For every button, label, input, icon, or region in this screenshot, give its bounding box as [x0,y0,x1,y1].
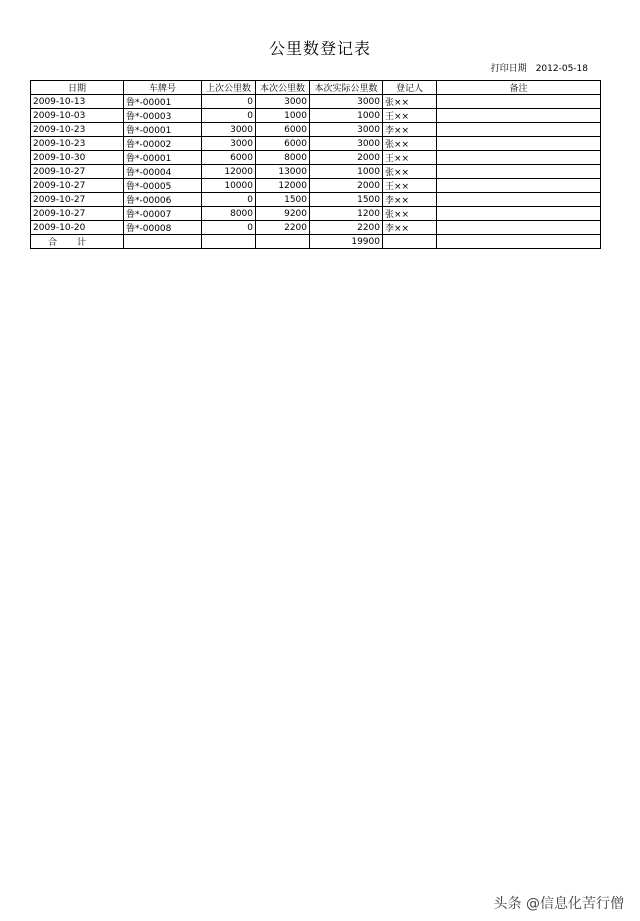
cell-prev-km: 0 [202,193,256,207]
table-row [31,221,601,235]
cell-prev-km: 0 [202,95,256,109]
cell-note [437,193,601,207]
total-actual-km: 19900 [310,235,383,249]
cell-note [437,207,601,221]
cell-date: 2009-10-20 [31,221,124,235]
cell-prev-km: 0 [202,109,256,123]
total-cell-empty [124,235,202,249]
page-title: 公里数登记表 [268,39,371,58]
col-plate-header: 车牌号 [124,81,202,95]
mileage-table [30,80,601,249]
cell-actual-km: 2000 [310,179,383,193]
col-recorder-header: 登记人 [383,81,437,95]
table-row [31,151,601,165]
cell-recorder: 李×× [383,221,437,235]
cell-plate: 鲁*-00006 [124,193,202,207]
cell-curr-km: 6000 [256,123,310,137]
cell-prev-km: 8000 [202,207,256,221]
cell-curr-km: 1500 [256,193,310,207]
cell-curr-km: 12000 [256,179,310,193]
cell-actual-km: 1000 [310,165,383,179]
total-row [31,235,601,249]
table-row [31,165,601,179]
total-label: 合计 [31,235,124,249]
table-row [31,95,601,109]
total-cell-empty [437,235,601,249]
cell-recorder: 李×× [383,193,437,207]
cell-actual-km: 1200 [310,207,383,221]
cell-recorder: 王×× [383,109,437,123]
cell-date: 2009-10-27 [31,193,124,207]
total-cell-empty [383,235,437,249]
cell-recorder: 张×× [383,137,437,151]
cell-date: 2009-10-03 [31,109,124,123]
col-note-header: 备注 [437,81,601,95]
cell-date: 2009-10-23 [31,123,124,137]
cell-prev-km: 3000 [202,123,256,137]
cell-note [437,151,601,165]
cell-recorder: 李×× [383,123,437,137]
cell-actual-km: 3000 [310,123,383,137]
cell-curr-km: 8000 [256,151,310,165]
cell-plate: 鲁*-00003 [124,109,202,123]
cell-plate: 鲁*-00008 [124,221,202,235]
col-date-header: 日期 [31,81,124,95]
cell-note [437,137,601,151]
cell-curr-km: 13000 [256,165,310,179]
cell-recorder: 张×× [383,207,437,221]
col-prev-km-header: 上次公里数 [202,81,256,95]
table-row [31,179,601,193]
cell-prev-km: 0 [202,221,256,235]
cell-prev-km: 10000 [202,179,256,193]
cell-plate: 鲁*-00002 [124,137,202,151]
cell-date: 2009-10-27 [31,165,124,179]
cell-recorder: 王×× [383,151,437,165]
cell-plate: 鲁*-00001 [124,95,202,109]
cell-note [437,165,601,179]
cell-date: 2009-10-13 [31,95,124,109]
cell-plate: 鲁*-00004 [124,165,202,179]
watermark: 头条 @信息化苦行僧 [493,896,624,912]
cell-actual-km: 3000 [310,137,383,151]
cell-actual-km: 1000 [310,109,383,123]
print-date-value: 2012-05-18 [535,64,588,74]
total-cell-empty [202,235,256,249]
cell-note [437,95,601,109]
cell-recorder: 张×× [383,165,437,179]
cell-curr-km: 6000 [256,137,310,151]
cell-plate: 鲁*-00001 [124,123,202,137]
table-row [31,193,601,207]
cell-actual-km: 2200 [310,221,383,235]
cell-date: 2009-10-27 [31,179,124,193]
cell-prev-km: 3000 [202,137,256,151]
cell-actual-km: 2000 [310,151,383,165]
cell-curr-km: 9200 [256,207,310,221]
cell-plate: 鲁*-00007 [124,207,202,221]
print-date-label: 打印日期 [490,64,527,74]
cell-actual-km: 3000 [310,95,383,109]
cell-date: 2009-10-23 [31,137,124,151]
col-curr-km-header: 本次公里数 [256,81,310,95]
total-cell-empty [256,235,310,249]
table-row [31,207,601,221]
cell-actual-km: 1500 [310,193,383,207]
col-actual-km-header: 本次实际公里数 [310,81,383,95]
print-date [491,61,588,74]
cell-prev-km: 6000 [202,151,256,165]
cell-curr-km: 1000 [256,109,310,123]
cell-note [437,179,601,193]
cell-curr-km: 3000 [256,95,310,109]
cell-date: 2009-10-30 [31,151,124,165]
cell-date: 2009-10-27 [31,207,124,221]
table-row [31,123,601,137]
cell-note [437,109,601,123]
cell-plate: 鲁*-00001 [124,151,202,165]
cell-prev-km: 12000 [202,165,256,179]
cell-note [437,123,601,137]
header-row [31,81,601,95]
cell-recorder: 张×× [383,95,437,109]
table-row [31,137,601,151]
cell-recorder: 王×× [383,179,437,193]
cell-note [437,221,601,235]
cell-curr-km: 2200 [256,221,310,235]
cell-plate: 鲁*-00005 [124,179,202,193]
table-row [31,109,601,123]
